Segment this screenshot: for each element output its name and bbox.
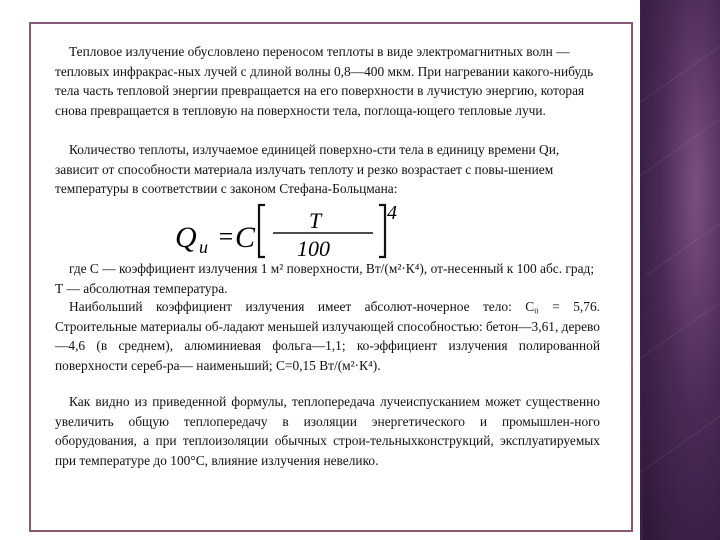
decorative-side-panel (640, 0, 720, 540)
paragraph-heat-quantity: Количество теплоты, излучаемое единицей поверхно-сти тела в единицу времени Qи, зависит от способности материала излучать теплоту и резко возрастает с повы-шением температуры в соответствии с законом Стефана-Больцмана: (55, 142, 560, 197)
paragraph-conclusion: Как видно из приведенной формулы, теплопередача лучеиспусканием может существенно увеличить общую теплопередачу в изоляции энергетического и промышлен-ного оборудования, а при теплоизоляции обычных строи-тельныхконструкций, эксплуатируемых при температуре до 100°С, влияние излучения невелико. (55, 394, 600, 468)
formula-left-bracket (259, 205, 265, 257)
stefan-boltzmann-formula (173, 201, 403, 261)
paragraph-thermal-radiation: Тепловое излучение обусловлено переносом теплоты в виде электромагнитных волн — тепловых инфракрас-ных лучей с длиной волны 0,8—400 мкм. При нагревании какого-нибудь тела часть тепловой энергии превращается на его поверхности в лучистую энергию, которая снова превращается в тепловую на поверхности тела, поглоща-ющего тепловые лучи. (55, 44, 594, 118)
formula-numerator: T (309, 208, 322, 233)
paragraph-coefficient-definition: где С — коэффициент излучения 1 м² поверхности, Вт/(м²·К⁴), от-несенный к 100 абс. град; Т — абсолютная температура. (55, 261, 595, 296)
formula-lhs: Q (175, 221, 197, 254)
formula-exponent: 4 (387, 202, 397, 224)
formula-coefficient: C (235, 221, 256, 254)
formula-equals: = (217, 222, 235, 251)
paragraph-black-body: Наибольший коэффициент излучения имеет абсолют-ночерное тело: С₀ = 5,76. Строительные материалы об-ладают меньшей излучающей способностью: бетон—3,61, дерево—4,6 (в среднем), алюминиевая фольга—1,1; ко-эффициент излучения полированной поверхности сереб-ра— наименьший; С=0,15 Вт/(м²·К⁴). (55, 299, 600, 373)
formula-right-bracket (379, 205, 385, 257)
formula-denominator: 100 (297, 236, 330, 261)
formula-lhs-subscript: и (199, 237, 208, 257)
